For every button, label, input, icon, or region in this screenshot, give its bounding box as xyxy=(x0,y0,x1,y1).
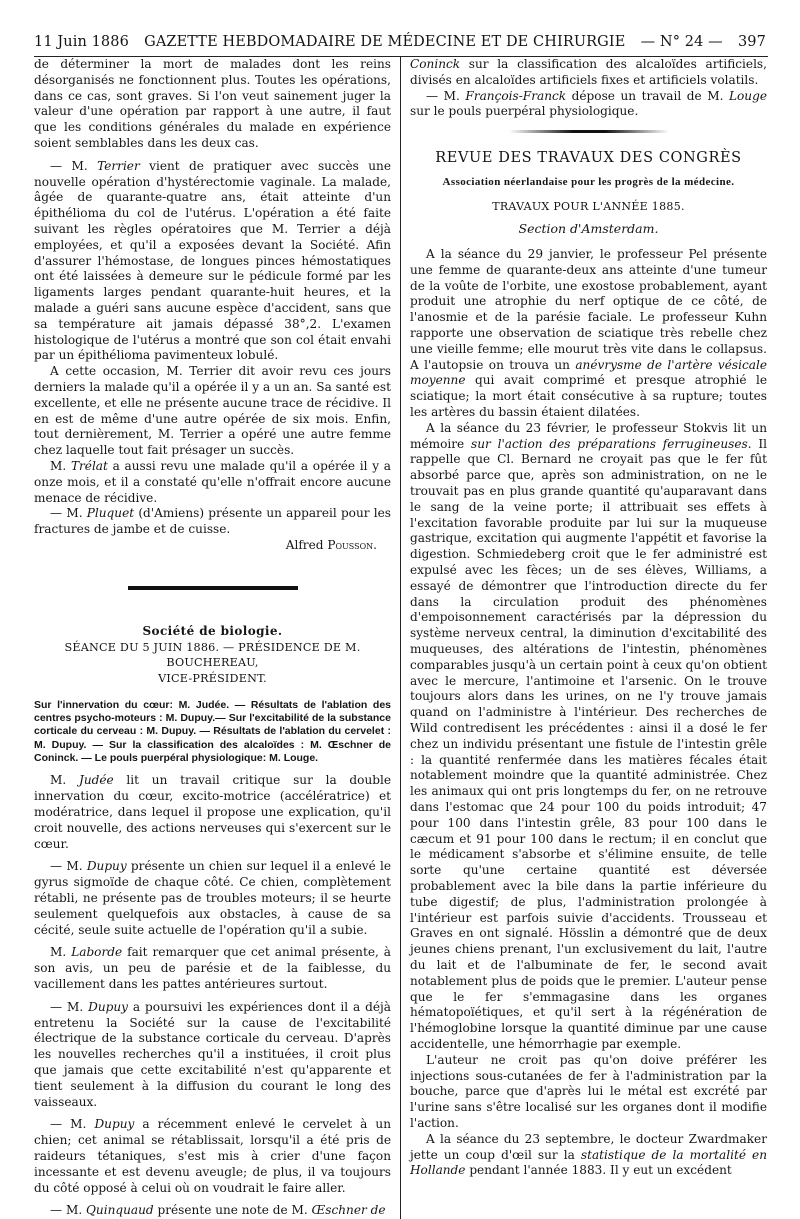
person-name: Pluquet xyxy=(86,506,135,521)
right-column xyxy=(410,57,767,1219)
paragraph: A la séance du 23 septembre, le docteur Zwardmaker jette un coup d'œil sur la statistique de la mortalité en Hollande pendant l'année 1883. Il y eut un excédent xyxy=(410,1131,767,1178)
paragraph: — M. François-Franck dépose un travail de M. Louge sur le pouls puerpéral physiologique. xyxy=(410,88,767,119)
header-date: 11 Juin 1886 xyxy=(34,34,129,50)
person-name: Trélat xyxy=(70,458,108,473)
paragraph: A la séance du 29 janvier, le professeur Pel présente une femme de quarante-deux ans atteinte d'une tumeur de la voûte de l'orbite, une exostose probablement, ayant produit une atrophie du nerf optique de ce côté, de l'anosmie et de la parésie faciale. Le professeur Kuhn rapporte une observation de sciatique très rebelle chez une vieille femme; elle mourut très vite dans le collapsus. A l'autopsie on trouva un anévrysme de l'artère vésicale moyenne qui avait comprimé et presque atrophié le sciatique; la mort était consécutive à sa rupture; toutes les artères du bassin étaient dilatées. xyxy=(410,247,767,420)
person-name: Louge xyxy=(729,88,767,103)
seance-heading-2: VICE-PRÉSIDENT. xyxy=(158,672,267,686)
person-name: Dupuy xyxy=(88,999,129,1014)
journal-page xyxy=(34,34,768,1219)
paragraph: de déterminer la mort de malades dont les reins désorganisés ne fonctionnent plus. Toutes les opérations, dans ce cas, sont graves. Si l'on veut sainement juger la valeur d'une opération par rapport à une autre, il faut que les conditions générales du malade en expérience soient semblables dans les deux cas. xyxy=(34,57,391,150)
ornament-rule xyxy=(410,130,767,133)
person-name: Laborde xyxy=(71,945,123,960)
author-signature: Alfred Pousson. xyxy=(285,537,377,552)
paragraph: — M. Dupuy présente un chien sur lequel il a enlevé le gyrus sigmoïde de chaque côté. Ce chien, complètement rétabli, ne présente pas de troubles moteurs; il se heurte seulement quelquefois aux obstacles, à cause de sa cécité, seule suite actuelle de l'opération qu'il a subie. xyxy=(34,859,391,937)
journal-title: GAZETTE HEBDOMADAIRE DE MÉDECINE ET DE CHIRURGIE xyxy=(144,34,626,50)
paragraph: M. Trélat a aussi revu une malade qu'il a opérée il y a onze mois, et il a constaté qu'elle n'offrait encore aucune menace de récidive. xyxy=(34,458,391,505)
person-name: Coninck xyxy=(410,57,461,71)
society-title: Société de biologie. xyxy=(142,623,283,638)
person-name: Œschner de xyxy=(311,1203,386,1218)
person-name: Judée xyxy=(78,773,114,788)
two-column-body xyxy=(34,57,768,1219)
person-name: Dupuy xyxy=(86,859,127,874)
person-name: Terrier xyxy=(97,158,140,173)
paragraph: — M. Pluquet (d'Amiens) présente un appareil pour les fractures de jambe et de cuisse. xyxy=(34,506,391,537)
paragraph: — M. Dupuy a poursuivi les expériences dont il a déjà entretenu la Société sur la cause de l'excitabilité électrique de la substance corticale du cerveau. D'après les nouvelles recherches qu'il a instituées, il croit plus que jamais que cette excitabilité n'est qu'apparente et tient seulement à la diffusion du courant le long des vaisseaux. xyxy=(34,999,392,1109)
paragraph: A cette occasion, M. Terrier dit avoir revu ces jours derniers la malade qu'il a opérée il y a un an. Sa santé est excellente, et elle ne présente aucune trace de récidive. Il en est de même d'une autre opérée de six mois. Enfin, tout dernièrement, M. Terrier a opéré une autre femme chez laquelle tout fait présager un succès. xyxy=(34,364,391,458)
travaux-heading: TRAVAUX POUR L'ANNÉE 1885. xyxy=(492,200,685,214)
seance-heading: SÉANCE DU 5 JUIN 1886. — PRÉSIDENCE DE M. BOUCHEREAU, xyxy=(64,640,361,670)
person-name: Quinquaud xyxy=(86,1203,154,1218)
session-summary: Sur l'innervation du cœur: M. Judée. — Résultats de l'ablation des centres psycho-moteurs : M. Dupuy.— Sur l'excitabilité de la substance corticale du cerveau : M. Dupuy. — Résultats de l'ablation du cervelet : M. Dupuy. — Sur la classification des alcaloïdes : M. Œschner de Coninck. — Le pouls puerpéral physiologique: M. Louge. xyxy=(34,698,391,765)
person-name: Dupuy xyxy=(94,1117,135,1132)
paragraph: M. Laborde fait remarquer que cet animal présente, à son avis, un peu de parésie et de la faiblesse, du vacillement dans les pattes antérieures surtout. xyxy=(34,945,392,991)
page-header xyxy=(34,34,768,57)
paragraph: L'auteur ne croit pas qu'on doive préférer les injections sous-cutanées de fer à l'administration par la bouche, parce que d'après lui le métal est excrété par l'urine sans s'être localisé sur les organes dont il modifie l'action. xyxy=(410,1052,767,1130)
paragraph: M. Judée lit un travail critique sur la double innervation du cœur, excito-motrice (accélératrice) et modératrice, dans lequel il propose une explication, qu'il croit nouvelle, des actions nerveuses qui s'exercent sur le cœur. xyxy=(34,773,392,851)
section-heading: Section d'Amsterdam. xyxy=(518,221,659,237)
paragraph: Coninck sur la classification des alcaloïdes artificiels, divisés en alcaloïdes artificiels fixes et artificiels volatils. xyxy=(410,57,767,87)
section-divider xyxy=(128,586,298,590)
paragraph: — M. Quinquaud présente une note de M. Œschner de xyxy=(50,1203,386,1218)
association-title: Association néerlandaise pour les progrès de la médecine. xyxy=(442,175,735,188)
page-number: 397 xyxy=(737,34,766,50)
left-column xyxy=(34,57,391,1219)
issue-number: — N° 24 — xyxy=(640,34,723,50)
paragraph: — M. Dupuy a récemment enlevé le cervelet à un chien; cet animal se rétablissait, lorsqu'il a été pris de raideurs tétaniques, s'est mis à crier d'une façon incessante et est devenu aveugle; de plus, il va toujours du côté opposé à celui où on voudrait le faire aller. xyxy=(34,1117,391,1195)
paragraph: — M. Terrier vient de pratiquer avec succès une nouvelle opération d'hystérectomie vaginale. La malade, âgée de quarante-quatre ans, était atteinte d'un épithélioma du col de l'utérus. L'opération a été faite suivant les règles opératoires que M. Terrier a déjà employées, et qu'il a exposées devant la Société. Afin d'assurer l'hémostase, de longues pinces hémostatiques ont été laissées à demeure sur le pédicule formé par les ligaments larges pendant quarante-huit heures, et la malade a guéri sans aucune espèce d'accident, sans que sa température ait jamais dépassé 38°,2. L'examen histologique de l'utérus a montré que son col était envahi par un épithélioma pavimenteux lobulé. xyxy=(34,158,391,363)
person-name: François-Franck xyxy=(465,88,567,103)
paragraph: A la séance du 23 février, le professeur Stokvis lit un mémoire sur l'action des préparations ferrugineuses. Il rappelle que Cl. Bernard ne croyait pas que le fer fût absorbé parce que, après son administration, on ne le trouvait pas en plus grande quantité qu'auparavant dans le sang de la veine porte; il attribuait ses effets à l'excitation favorable produite par lui sur la muqueuse gastrique, excitation qui augmente l'appétit et favorise la digestion. Schmiedeberg croit que le fer administré est expulsé avec les fèces; un de ses élèves, Williams, a essayé de démontrer que l'introduction directe du fer dans la circulation produit des phénomènes d'empoisonnement caractérisés par la dépression du système nerveux central, la diminution d'excitabilité des muqueuses, des altérations de l'intestin, phénomènes comparables jusqu'à un certain point à ceux qu'on obtient avec le mercure, l'antimoine et l'arsenic. On le trouve toujours alors dans les urines, on ne l'y trouve jamais quand on l'administre à l'intérieur. Des recherches de Wild contredisent les précédentes : ainsi il a dosé le fer chez un individu présentant une fistule de l'intestin grêle : la quantité renfermée dans les matières fécales était notablement moindre que la quantité administrée. Chez les animaux qui ont pris longtemps du fer, on ne retrouve dans l'estomac que 24 pour 100 du poids introduit; 47 pour 100 dans l'intestin grêle, 83 pour 100 dans le cæcum et 91 pour 100 dans le rectum; il en conclut que le médicament s'absorbe et s'élimine ensuite, de telle sorte qu'une certaine quantité est déversée probablement avec la bile dans la partie inférieure du tube digestif; de plus, l'administration prolongée à l'intérieur est parfois suivie d'accidents. Trousseau et Graves en ont signalé. Hösslin a démontré que de deux jeunes chiens prenant, l'un exclusivement du lait, l'autre du lait et de l'albuminate de fer, le second avait notablement plus de poids que le premier. L'auteur pense que le fer s'emmagasine dans les organes hématopoïétiques, et qu'il sert à la régénération de l'hémoglobine lorsque la quantité diminue par une cause accidentelle, une hémorrhagie par exemple. xyxy=(410,420,767,1051)
column-rule xyxy=(400,57,401,1219)
revue-title: REVUE DES TRAVAUX DES CONGRÈS xyxy=(435,150,742,167)
